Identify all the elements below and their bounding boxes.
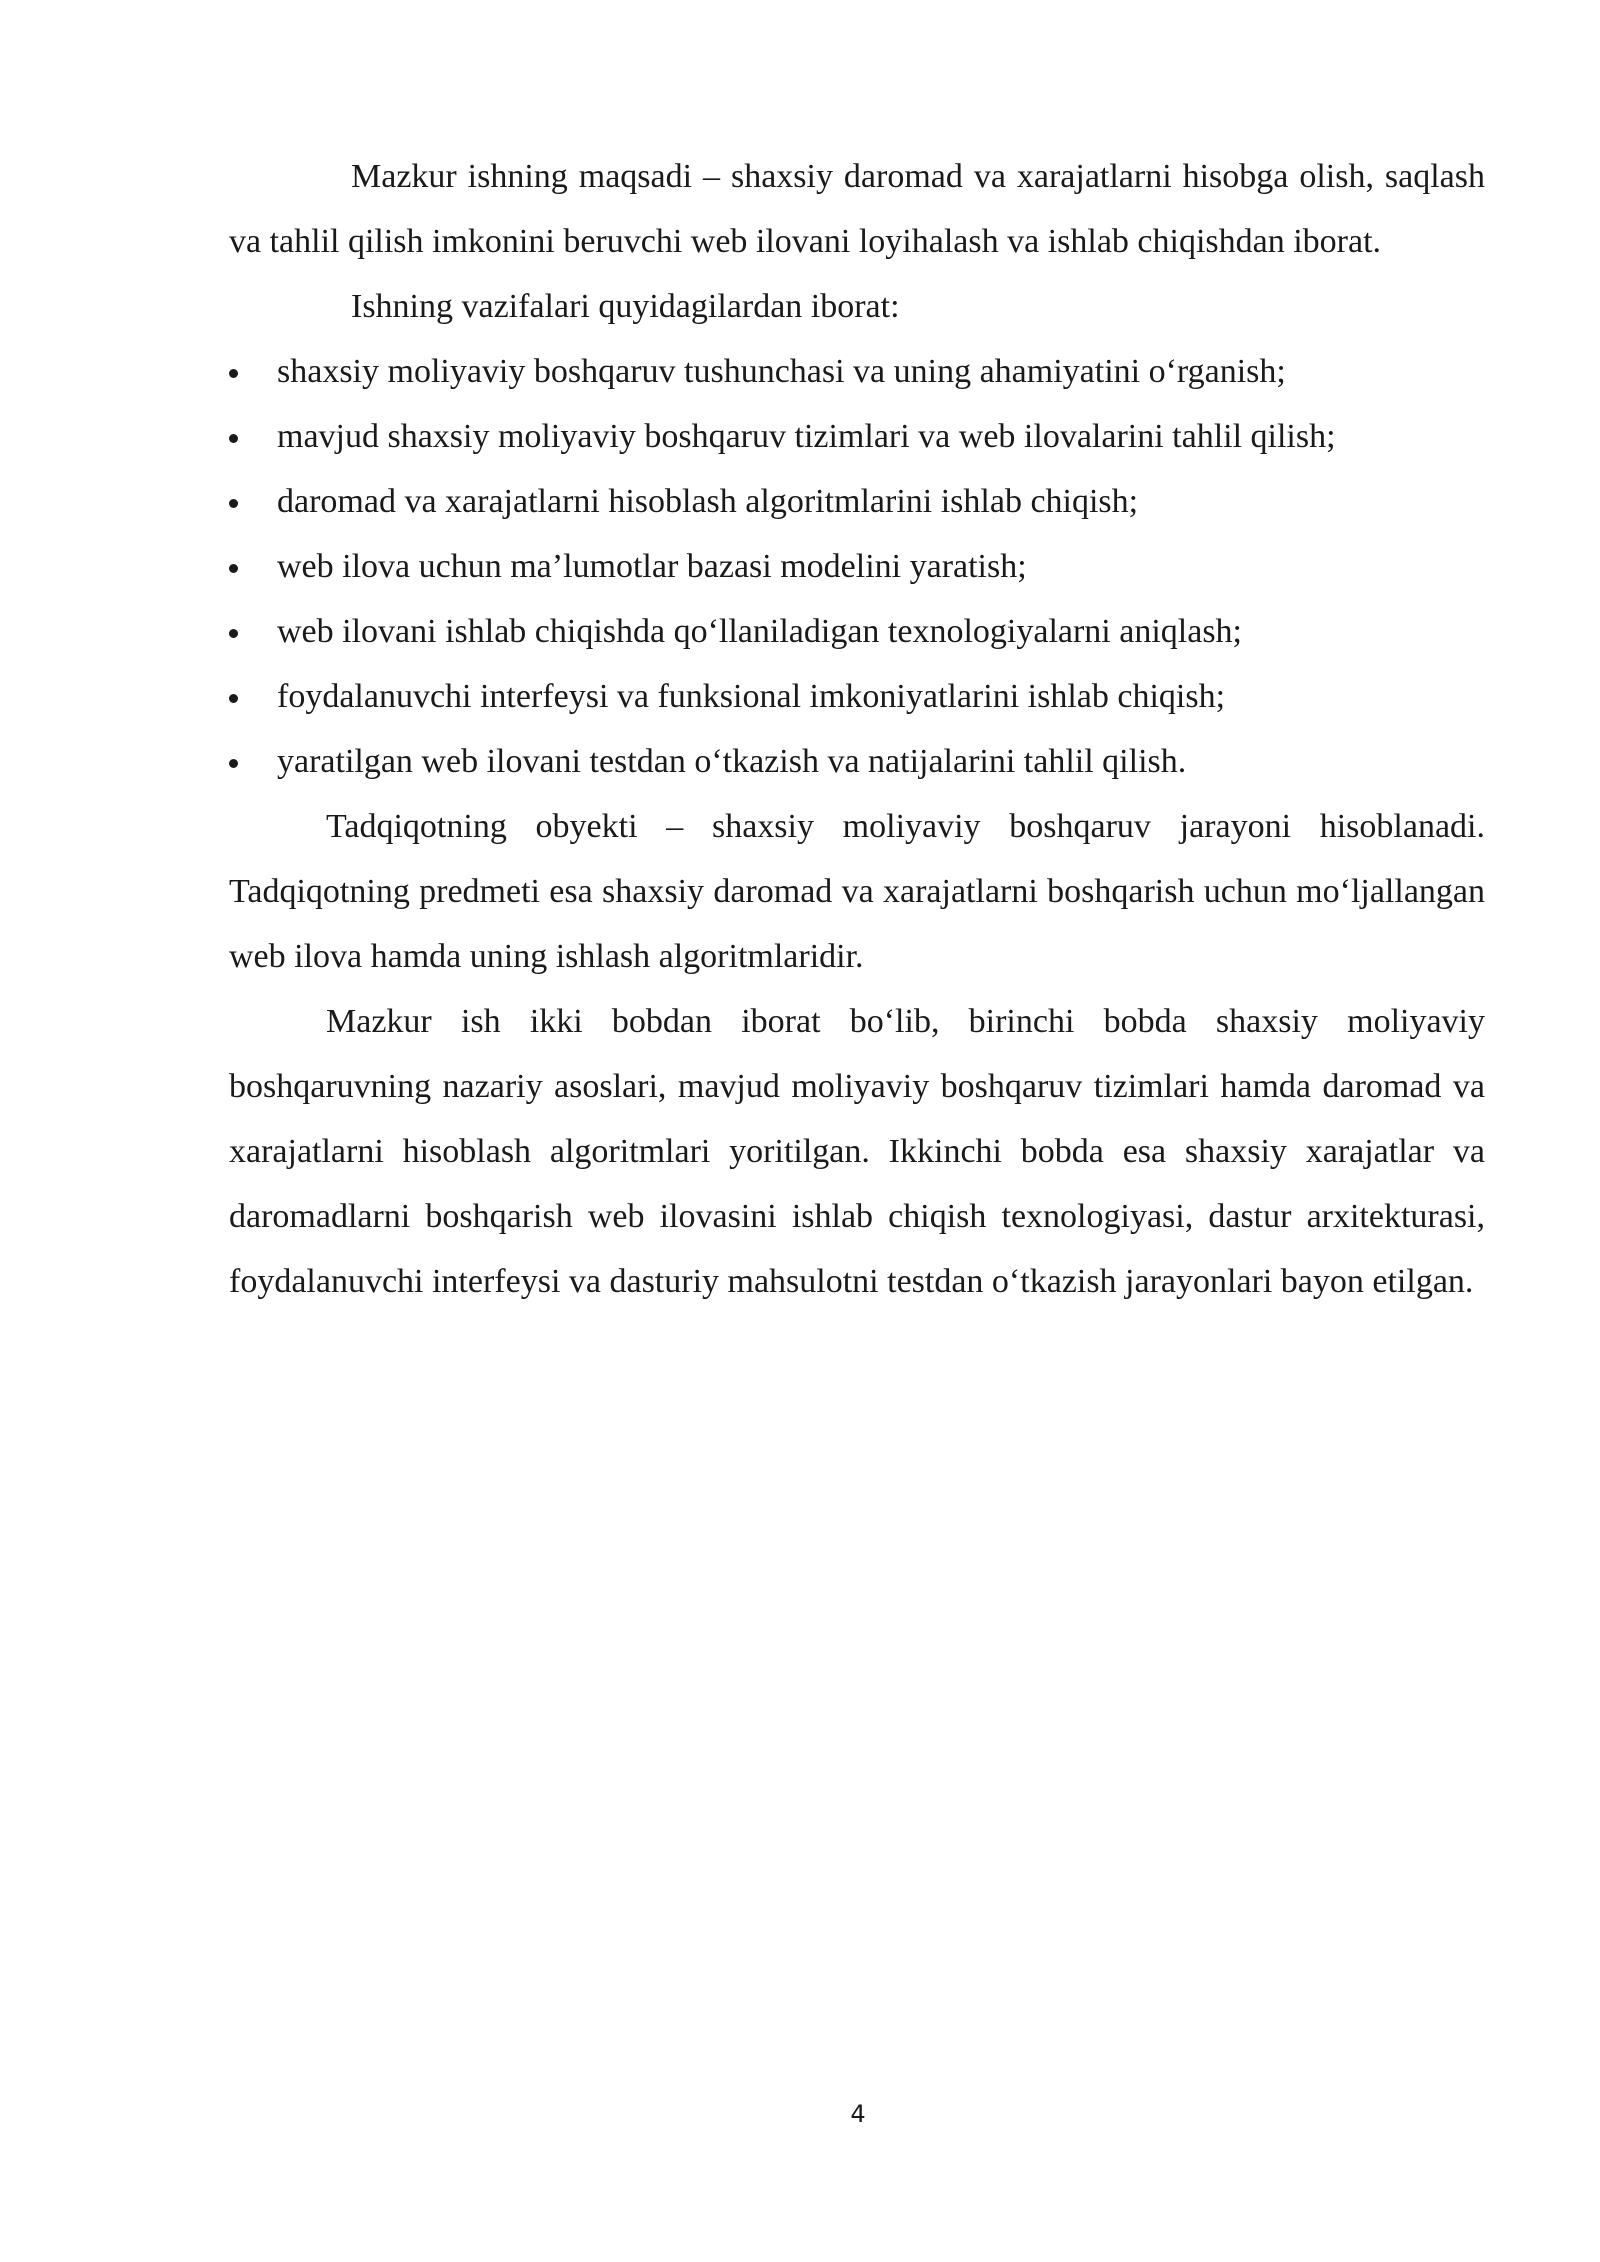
- task-text: foydalanuvchi interfeysi va funksional imkoniyatlarini ishlab chiqish;: [277, 678, 1226, 715]
- task-text: yaratilgan web ilovani testdan o‘tkazish va natijalarini tahlil qilish.: [277, 743, 1187, 780]
- task-item: [229, 664, 1485, 729]
- bullet-icon: [229, 759, 238, 768]
- task-text: shaxsiy moliyaviy boshqaruv tushunchasi va uning ahamiyatini o‘rganish;: [277, 353, 1286, 390]
- task-item: [229, 404, 1485, 469]
- task-text: web ilova uchun ma’lumotlar bazasi modelini yaratish;: [277, 548, 1027, 585]
- page-body: [229, 144, 1485, 1314]
- structure-paragraph: Mazkur ish ikki bobdan iborat bo‘lib, birinchi bobda shaxsiy moliyaviy boshqaruvning nazariy asoslari, mavjud moliyaviy boshqaruv tizimlari hamda daromad va xarajatlarni hisoblash algoritmlari yoritilgan. Ikkinchi bobda esa shaxsiy xarajatlar va daromadlarni boshqarish web ilovasini ishlab chiqish texnologiyasi, dastur arxitekturasi, foydalanuvchi interfeysi va dasturiy mahsulotni testdan o‘tkazish jarayonlari bayon etilgan.: [229, 1003, 1485, 1300]
- tasks-intro: Ishning vazifalari quyidagilardan iborat:: [351, 288, 900, 325]
- bullet-icon: [229, 369, 238, 378]
- task-text: daromad va xarajatlarni hisoblash algoritmlarini ishlab chiqish;: [277, 483, 1139, 520]
- bullet-icon: [229, 434, 238, 443]
- task-text: mavjud shaxsiy moliyaviy boshqaruv tizimlari va web ilovalarini tahlil qilish;: [277, 418, 1336, 455]
- task-item: [229, 729, 1485, 794]
- bullet-icon: [229, 629, 238, 638]
- bullet-icon: [229, 694, 238, 703]
- bullet-icon: [229, 499, 238, 508]
- goal-paragraph: Mazkur ishning maqsadi – shaxsiy daromad va xarajatlarni hisobga olish, saqlash va tahlil qilish imkonini beruvchi web ilovani loyihalash va ishlab chiqishdan iborat.: [229, 158, 1485, 260]
- tasks-list: [229, 339, 1485, 794]
- task-item: [229, 469, 1485, 534]
- task-item: [229, 534, 1485, 599]
- object-paragraph: Tadqiqotning obyekti – shaxsiy moliyaviy boshqaruv jarayoni hisoblanadi. Tadqiqotning predmeti esa shaxsiy daromad va xarajatlarni boshqarish uchun mo‘ljallangan web ilova hamda uning ishlash algoritmlaridir.: [229, 808, 1485, 975]
- page-number: 4: [850, 2100, 866, 2128]
- task-text: web ilovani ishlab chiqishda qo‘llaniladigan texnologiyalarni aniqlash;: [277, 613, 1242, 650]
- bullet-icon: [229, 564, 238, 573]
- task-item: [229, 599, 1485, 664]
- task-item: [229, 339, 1485, 404]
